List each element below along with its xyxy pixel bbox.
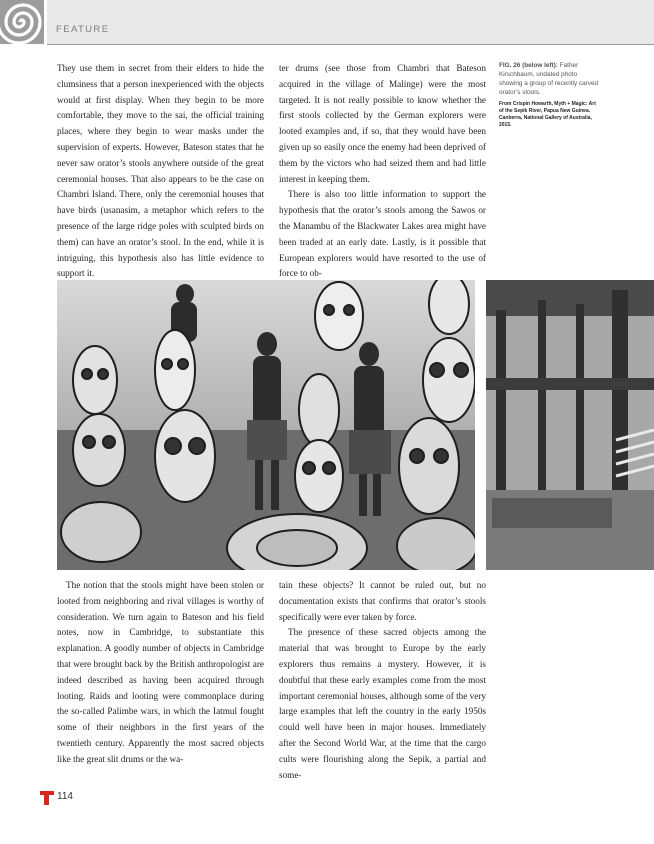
paragraph: The presence of these sacred objects among the material that was brought to Europe by the early explorers thus remains a mystery. However, it is doubtful that these early examples come from the most important ceremonial houses, although some of the very large examples that left the country in the early 1950s could well have been in major houses. Immediately after the Second World War, at the time that the cargo cults were flourishing along the Sepik, a partial and some- bbox=[279, 627, 486, 780]
figure-caption bbox=[499, 61, 601, 129]
brand-t-icon bbox=[40, 791, 54, 805]
photo-house-image bbox=[486, 280, 654, 570]
text-column-3 bbox=[57, 578, 264, 768]
caption-title: FIG. 26 (below left): bbox=[499, 62, 558, 69]
paragraph: There is also too little information to support the hypothesis that the orator’s stools among the Sawos or the Manambu of the Blackwater Lakes area might have been traded at an early date. Lastly, is it possible that European explorers would have resorted to the use of force to ob- bbox=[279, 189, 486, 279]
caption-text: Father Kirschbaum, undated photo showing a group of recently carved orator’s stools. bbox=[499, 62, 599, 96]
text-column-1 bbox=[57, 61, 264, 282]
paragraph: ter drums (see those from Chambri that Bateson acquired in the village of Malinge) were the most targeted. It is not really possible to know whether the first stools collected by the German explorers were looted examples and, if so, that they would have been given up so easily once the enemy had been deprived of them by the victors who had seized them and had little interest in keeping them. bbox=[279, 63, 486, 184]
spiral-logo-icon bbox=[0, 0, 44, 44]
paragraph: The notion that the stools might have been stolen or looted from neighboring and rival villages is worthy of consideration. We turn again to Bateson and his field notes, now in Cambridge, to substantiate this explanation. A goodly number of objects in Cambridge that were brought back by the British anthropologist are indeed described as having been acquired through looting. Raids and looting were commonplace during the so-called Palimbe wars, in which the Iatmul fought some of their neighbors in the first years of the twentieth century. Apparently the most sacred objects like the great slit drums or the wa- bbox=[57, 580, 264, 764]
page-number: 114 bbox=[57, 791, 73, 802]
text-column-2 bbox=[279, 61, 486, 282]
photo-masks-image bbox=[57, 280, 475, 570]
paragraph: tain these objects? It cannot be ruled out, but no documentation exists that confirms that orator’s stools specifically were ever taken by force. bbox=[279, 580, 486, 622]
paragraph: They use them in secret from their elders to hide the clumsiness that a person inexperienced with the objects would at first display. When they begin to be more comfortable, they move to the sai, the official training places, where they begin to wear masks under the supervision of experts. However, Bateson states that he never saw orator’s stools anywhere outside of the great ceremonial houses. That also appears to be the case on Chambri Island. There, only the ceremonial houses that have birds (usanasim, a metaphor which refers to the presence of the large ridge poles with sculpted birds on them) can have an orator’s stool. In the end, while it is intriguing, this hypothesis also has little evidence to support it. bbox=[57, 63, 264, 279]
photo-masks-and-stools bbox=[57, 280, 475, 570]
photo-village-house bbox=[486, 280, 654, 570]
section-label: FEATURE bbox=[56, 24, 110, 35]
text-column-4 bbox=[279, 578, 486, 783]
header-bar bbox=[47, 0, 654, 45]
caption-credit: From Crispin Howarth, Myth + Magic: Art of the Sepik River, Papua New Guinea. Canberra, National Gallery of Australia, 2015. bbox=[499, 101, 596, 128]
